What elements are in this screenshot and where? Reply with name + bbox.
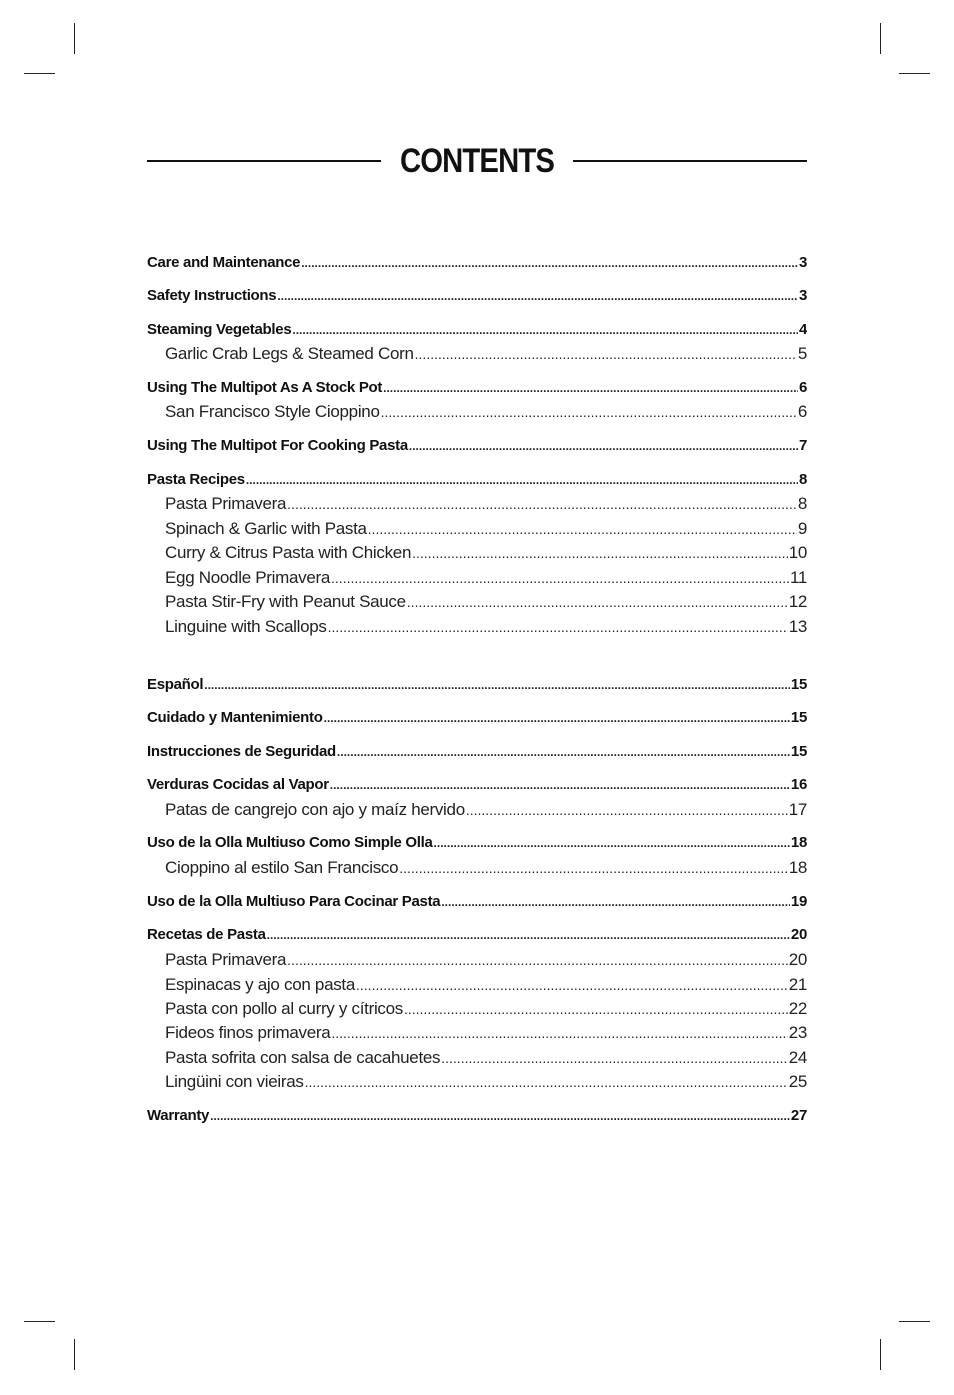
toc-dot-leader: [287, 952, 788, 968]
toc-page-number: 27: [790, 1107, 807, 1124]
toc-dot-leader: [466, 802, 788, 818]
toc-subentry: [165, 950, 807, 974]
toc-dot-leader: [399, 860, 787, 876]
crop-mark: [74, 23, 75, 54]
toc-entry-label: Spinach & Garlic with Pasta: [165, 519, 367, 538]
toc-entry-label: Patas de cangrejo con ajo y maíz hervido: [165, 800, 465, 819]
toc-entry-label: Pasta Primavera: [165, 494, 287, 513]
toc-subentry: [165, 999, 807, 1023]
page-title: CONTENTS: [400, 142, 554, 180]
toc-page-number: 15: [790, 709, 807, 726]
toc-dot-leader: [331, 570, 789, 586]
toc-entry-label: Warranty: [147, 1107, 210, 1124]
toc-dot-leader: [204, 678, 790, 692]
toc-entry-label: Egg Noodle Primavera: [165, 568, 331, 587]
toc-page-number: 8: [798, 471, 807, 488]
toc-page-number: 25: [788, 1072, 807, 1091]
toc-dot-leader: [328, 619, 788, 635]
toc-page-number: 20: [788, 950, 807, 969]
toc-section: [147, 709, 807, 733]
toc-entry-label: Pasta Stir-Fry with Peanut Sauce: [165, 592, 406, 611]
toc-dot-leader: [412, 545, 788, 561]
toc-subentry: [165, 402, 807, 426]
toc-dot-leader: [210, 1109, 790, 1123]
toc-section: [147, 893, 807, 917]
toc-section: [147, 676, 807, 700]
toc-page-number: 16: [790, 776, 807, 793]
toc-page-number: 7: [798, 437, 807, 454]
toc-section: [147, 287, 807, 311]
toc-page-number: 18: [790, 834, 807, 851]
toc-subentry: [165, 344, 807, 368]
toc-section: [147, 254, 807, 278]
toc-subentry: [165, 1048, 807, 1072]
toc-subentry: [165, 568, 807, 592]
crop-mark: [880, 23, 881, 54]
toc-page-number: 21: [788, 975, 807, 994]
toc-dot-leader: [441, 895, 790, 909]
toc-entry-label: Using The Multipot For Cooking Pasta: [147, 437, 408, 454]
toc-entry-label: Safety Instructions: [147, 287, 277, 304]
toc-entry-label: Uso de la Olla Multiuso Como Simple Olla: [147, 834, 433, 851]
toc-dot-leader: [409, 439, 798, 453]
toc-page-number: 8: [797, 494, 807, 513]
toc-page-number: 3: [798, 287, 807, 304]
page-title-row: [147, 138, 807, 184]
toc-page-number: 24: [788, 1048, 807, 1067]
toc-entry-label: Cioppino al estilo San Francisco: [165, 858, 399, 877]
toc-subentry: [165, 519, 807, 543]
toc-entry-label: Steaming Vegetables: [147, 321, 292, 338]
toc-section: [147, 926, 807, 950]
toc-entry-label: Instrucciones de Seguridad: [147, 743, 336, 760]
toc-dot-leader: [324, 711, 790, 725]
toc-page-number: 5: [797, 344, 807, 363]
toc-subentry: [165, 800, 807, 824]
toc-section: [147, 471, 807, 495]
toc-dot-leader: [305, 1074, 788, 1090]
toc-dot-leader: [330, 778, 790, 792]
toc-page-number: 15: [790, 743, 807, 760]
toc-dot-leader: [292, 323, 798, 337]
toc-entry-label: Curry & Citrus Pasta with Chicken: [165, 543, 412, 562]
toc-page-number: 10: [788, 543, 807, 562]
toc-dot-leader: [381, 404, 797, 420]
toc-page-number: 11: [789, 568, 807, 587]
toc-page-number: 9: [797, 519, 807, 538]
toc-section: [147, 379, 807, 403]
toc-entry-label: Pasta con pollo al curry y cítricos: [165, 999, 403, 1018]
toc-dot-leader: [441, 1050, 787, 1066]
toc-subentry: [165, 494, 807, 518]
crop-mark: [74, 1339, 75, 1370]
toc-entry-label: Pasta Recipes: [147, 471, 245, 488]
toc-entry-label: Lingüini con vieiras: [165, 1072, 304, 1091]
toc-page-number: 6: [798, 379, 807, 396]
toc-section: [147, 437, 807, 461]
toc-entry-label: Cuidado y Mantenimiento: [147, 709, 323, 726]
toc-dot-leader: [356, 977, 788, 993]
toc-page-number: 6: [797, 402, 807, 421]
toc-entry-label: Care and Maintenance: [147, 254, 301, 271]
toc-section: [147, 1107, 807, 1131]
toc-page-number: 12: [788, 592, 807, 611]
toc-page-number: 23: [788, 1023, 807, 1042]
toc-page-number: 22: [788, 999, 807, 1018]
toc-section: [147, 321, 807, 345]
toc-subentry: [165, 858, 807, 882]
toc-entry-label: Recetas de Pasta: [147, 926, 266, 943]
toc-section: [147, 776, 807, 800]
toc-entry-label: Garlic Crab Legs & Steamed Corn: [165, 344, 414, 363]
toc-page-number: 3: [798, 254, 807, 271]
toc-subentry: [165, 1023, 807, 1047]
toc-page-number: 19: [790, 893, 807, 910]
crop-mark: [24, 73, 55, 74]
crop-mark: [899, 1321, 930, 1322]
toc-entry-label: Español: [147, 676, 204, 693]
toc-entry-label: Espinacas y ajo con pasta: [165, 975, 356, 994]
toc-page-number: 17: [788, 800, 807, 819]
crop-mark: [899, 73, 930, 74]
toc-page-number: 18: [788, 858, 807, 877]
toc-subentry: [165, 543, 807, 567]
toc-dot-leader: [246, 473, 798, 487]
crop-mark: [24, 1321, 55, 1322]
toc-dot-leader: [331, 1025, 787, 1041]
toc-dot-leader: [407, 594, 788, 610]
toc-section: [147, 743, 807, 767]
toc-entry-label: Verduras Cocidas al Vapor: [147, 776, 329, 793]
toc-page-number: 13: [788, 617, 807, 636]
toc-dot-leader: [415, 346, 797, 362]
toc-subentry: [165, 617, 807, 641]
toc-entry-label: Pasta Primavera: [165, 950, 287, 969]
toc-entry-label: San Francisco Style Cioppino: [165, 402, 380, 421]
toc-entry-label: Uso de la Olla Multiuso Para Cocinar Pasta: [147, 893, 441, 910]
toc-subentry: [165, 592, 807, 616]
toc-entry-label: Pasta sofrita con salsa de cacahuetes: [165, 1048, 441, 1067]
toc-dot-leader: [337, 745, 790, 759]
title-rule-right: [573, 160, 807, 162]
toc-page-number: 20: [790, 926, 807, 943]
toc-dot-leader: [368, 521, 797, 537]
toc-page-number: 15: [790, 676, 807, 693]
toc-dot-leader: [434, 836, 790, 850]
toc-dot-leader: [301, 256, 798, 270]
toc-entry-label: Linguine with Scallops: [165, 617, 327, 636]
toc-dot-leader: [404, 1001, 788, 1017]
crop-mark: [880, 1339, 881, 1370]
toc-subentry: [165, 1072, 807, 1096]
toc-entry-label: Fideos finos primavera: [165, 1023, 331, 1042]
toc-subentry: [165, 975, 807, 999]
toc-dot-leader: [383, 381, 798, 395]
toc-dot-leader: [287, 496, 797, 512]
toc-page-number: 4: [798, 321, 807, 338]
toc-section: [147, 834, 807, 858]
toc-dot-leader: [267, 928, 790, 942]
toc-entry-label: Using The Multipot As A Stock Pot: [147, 379, 383, 396]
toc-dot-leader: [277, 289, 798, 303]
